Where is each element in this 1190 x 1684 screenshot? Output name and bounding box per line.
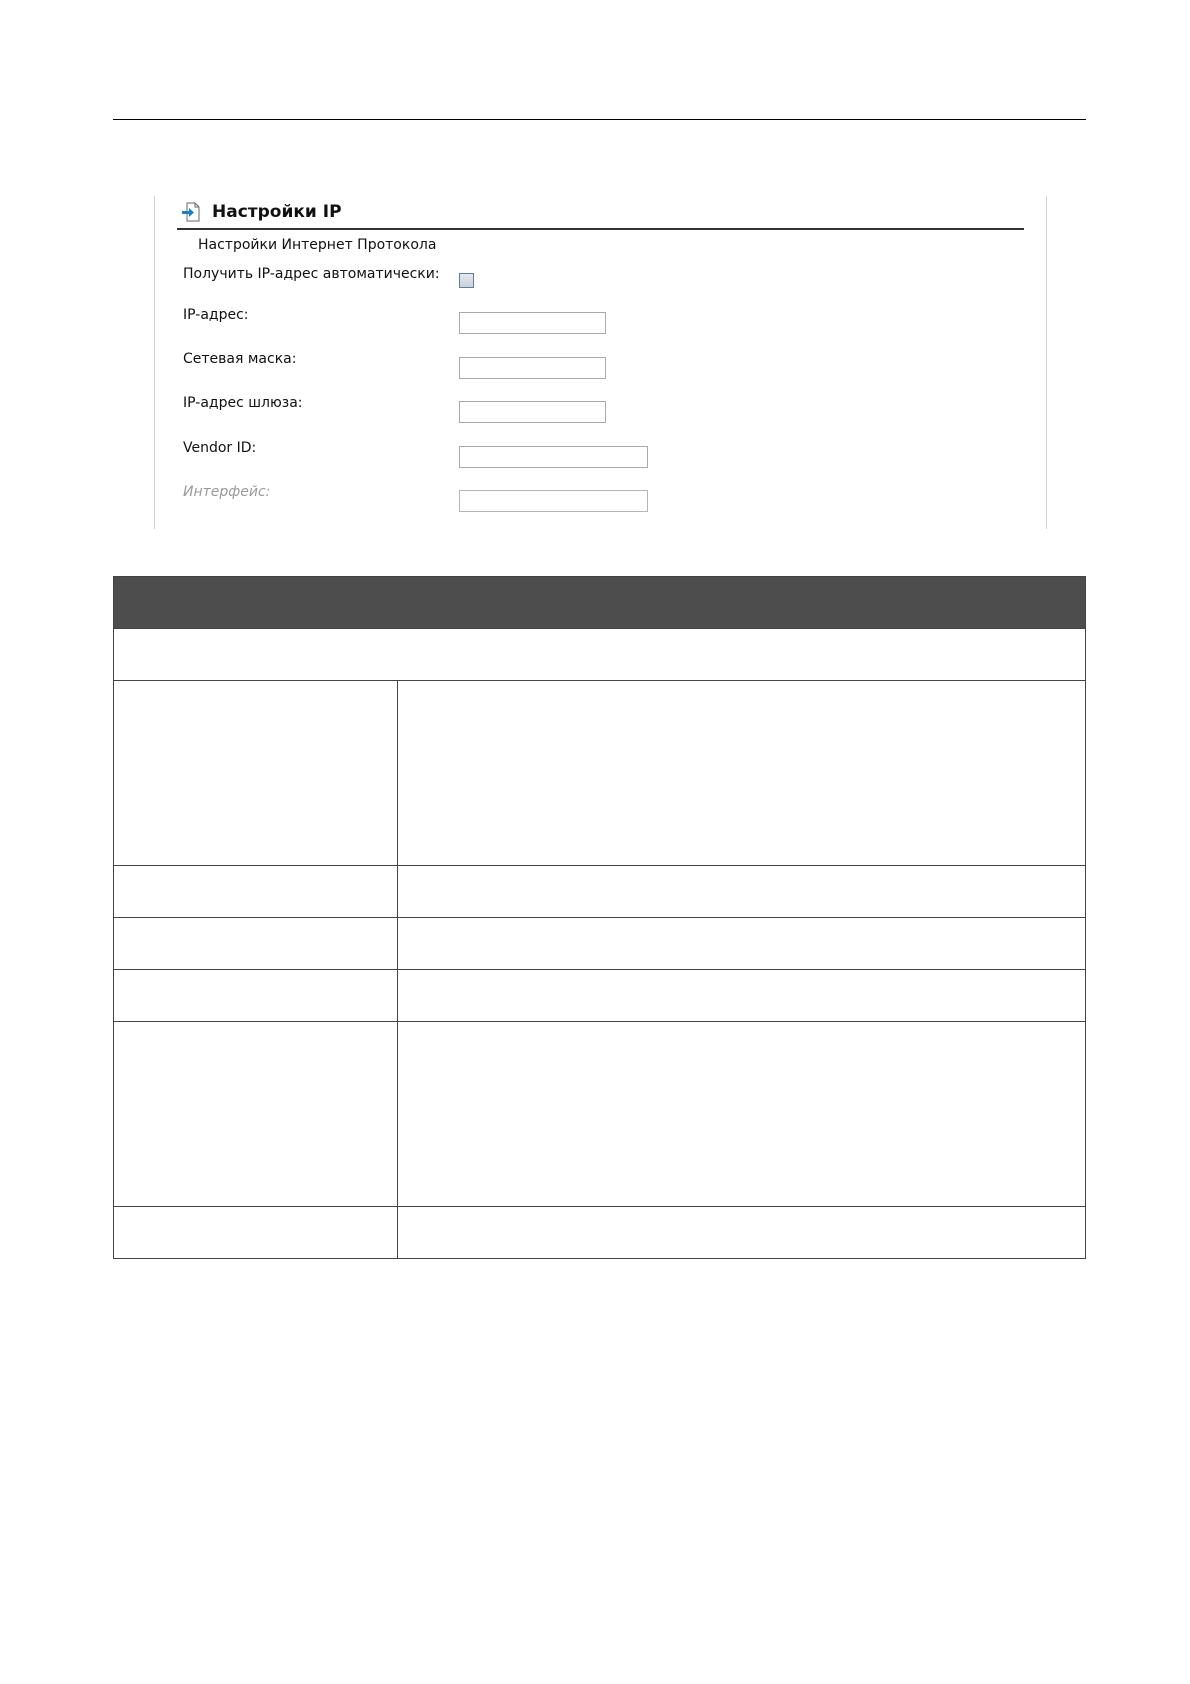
table-row bbox=[114, 969, 1085, 1021]
table-section-row bbox=[114, 628, 1085, 680]
table-row bbox=[114, 680, 1085, 865]
section-label: Настройки Интернет Протокола bbox=[198, 237, 437, 253]
parameters-table bbox=[113, 576, 1086, 1259]
table-header bbox=[114, 577, 1085, 628]
vendor-id-input[interactable] bbox=[459, 446, 648, 468]
table-row bbox=[114, 865, 1085, 917]
table-cell-parameter bbox=[114, 866, 398, 917]
table-cell-description bbox=[398, 866, 1085, 917]
gateway-input[interactable] bbox=[459, 401, 606, 423]
table-row bbox=[114, 1021, 1085, 1206]
table-cell-parameter bbox=[114, 1207, 398, 1258]
table-cell-parameter bbox=[114, 681, 398, 865]
header-rule bbox=[113, 119, 1086, 120]
interface-input[interactable] bbox=[459, 490, 648, 512]
table-row bbox=[114, 917, 1085, 969]
table-cell-description bbox=[398, 970, 1085, 1021]
auto-ip-checkbox[interactable] bbox=[459, 273, 474, 288]
panel-right-border bbox=[1046, 196, 1047, 529]
page-arrow-icon bbox=[181, 202, 201, 222]
table-cell-description bbox=[398, 1022, 1085, 1206]
gateway-label: IP-адрес шлюза: bbox=[183, 395, 303, 411]
table-cell-description bbox=[398, 918, 1085, 969]
interface-label: Интерфейс: bbox=[183, 484, 271, 500]
table-cell-description bbox=[398, 681, 1085, 865]
vendor-id-label: Vendor ID: bbox=[183, 440, 257, 456]
table-cell-parameter bbox=[114, 970, 398, 1021]
ip-address-label: IP-адрес: bbox=[183, 307, 249, 323]
table-row bbox=[114, 1206, 1085, 1258]
table-cell-parameter bbox=[114, 918, 398, 969]
netmask-input[interactable] bbox=[459, 357, 606, 379]
table-cell-parameter bbox=[114, 1022, 398, 1206]
ip-address-input[interactable] bbox=[459, 312, 606, 334]
auto-ip-label: Получить IP-адрес автоматически: bbox=[183, 266, 440, 282]
netmask-label: Сетевая маска: bbox=[183, 351, 297, 367]
table-cell-description bbox=[398, 1207, 1085, 1258]
panel-left-border bbox=[154, 196, 155, 529]
ip-settings-panel bbox=[154, 196, 1047, 529]
panel-title-underline bbox=[177, 228, 1024, 230]
panel-title: Настройки IP bbox=[212, 202, 342, 222]
